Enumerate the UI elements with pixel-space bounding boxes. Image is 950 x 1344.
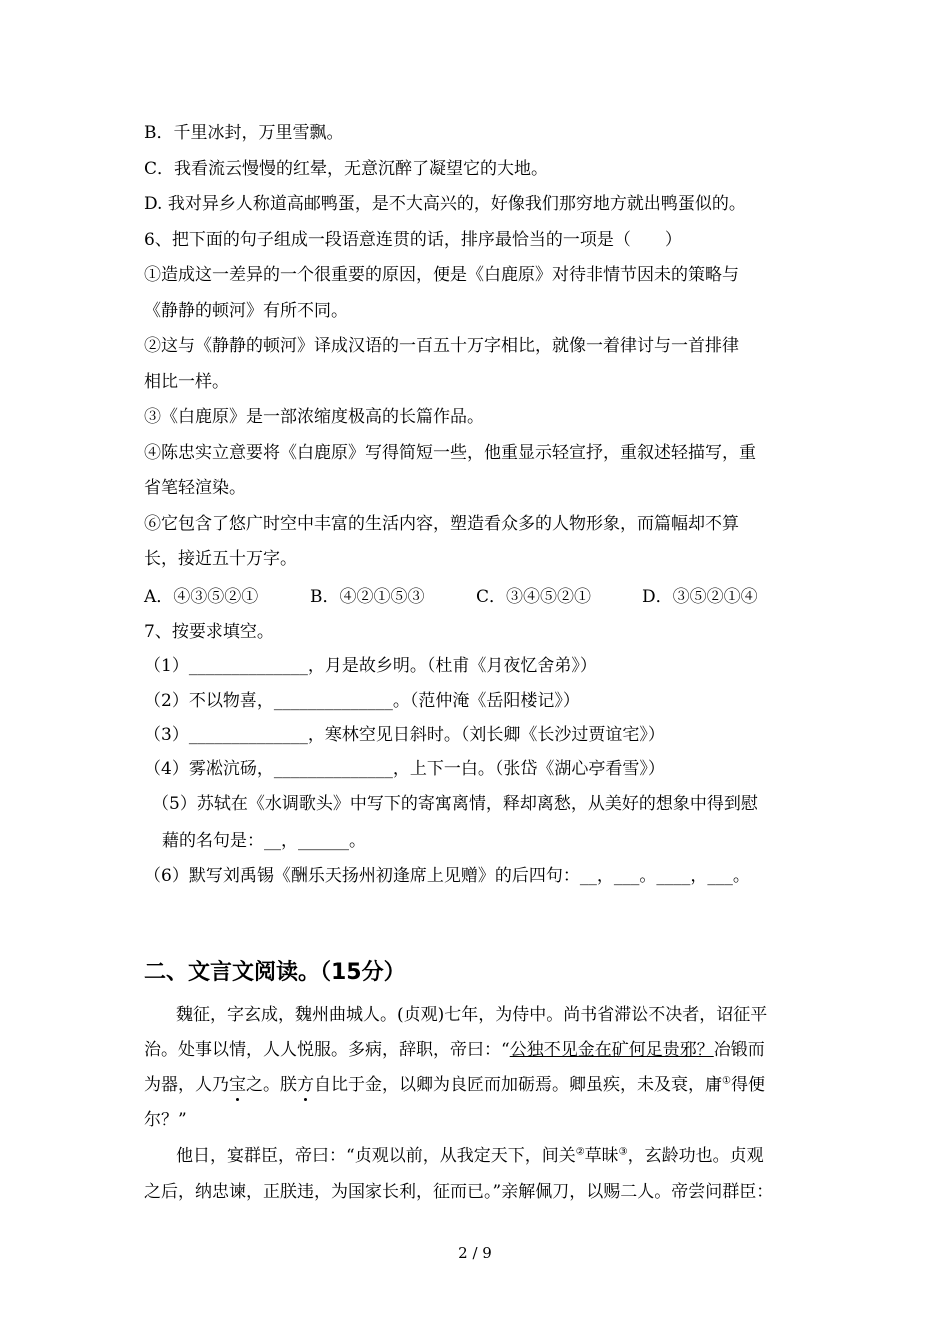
q6-option-b: B．④②①⑤③ — [310, 587, 425, 607]
page-number: 2 / 9 — [458, 1244, 492, 1262]
option-b: B．千里冰封，万里雪飘。 — [144, 123, 344, 143]
section-heading: 二、文言文阅读。（15分） — [144, 960, 406, 985]
passage-p1-line2: 治。处事以情，人人悦服。多病，辞职，帝曰：“公独不见金在矿何足贵邪？冶锻而 — [144, 1040, 765, 1060]
q6-sentence-4b: 省笔轻渲染。 — [144, 478, 246, 498]
passage-p1-line1: 魏征，字玄成，魏州曲城人。(贞观)七年，为侍中。尚书省滞讼不决者，诏征平 — [176, 1005, 768, 1025]
q6-sentence-6a: ⑥它包含了悠广时空中丰富的生活内容，塑造看众多的人物形象，而篇幅却不算 — [144, 514, 739, 534]
dotted-char-fang: 方 — [297, 1075, 314, 1095]
q6-stem: 6、把下面的句子组成一段语意连贯的话，排序最恰当的一项是（ ） — [144, 230, 682, 250]
q7-item-1: （1）______________，月是故乡明。（杜甫《月夜忆舍弟》） — [144, 656, 597, 676]
q6-options — [144, 585, 824, 609]
q6-sentence-1a: ①造成这一差异的一个很重要的原因，便是《白鹿原》对待非情节因未的策略与 — [144, 265, 739, 285]
q6-option-c: C．③④⑤②① — [476, 587, 592, 607]
q7-item-6: （6）默写刘禹锡《酬乐天扬州初逢席上见赠》的后四句：__，___。____，___。 — [144, 866, 750, 886]
option-d: D. 我对异乡人称道高邮鸭蛋，是不大高兴的，好像我们那穷地方就出鸭蛋似的。 — [144, 194, 746, 214]
footnote-mark-1: ① — [722, 1075, 731, 1087]
passage-p2-line1: 他日，宴群臣，帝曰：“贞观以前，从我定天下，间关②草昧③，玄龄功也。贞观 — [176, 1146, 764, 1166]
q6-sentence-1b: 《静静的顿河》有所不同。 — [144, 301, 348, 321]
footnote-mark-3: ③ — [618, 1146, 628, 1158]
q7-item-4: （4）雾凇沆砀，______________，上下一白。（张岱《湖心亭看雪》） — [144, 759, 665, 779]
q6-sentence-6b: 长，接近五十万字。 — [144, 549, 297, 569]
passage-p1-line4: 尔？” — [144, 1110, 187, 1130]
passage-p1-line3: 为器，人乃宝之。朕方自比于金，以卿为良匠而加砺焉。卿虽疾，未及衰，庸①得便 — [144, 1075, 765, 1095]
q6-option-a: A．④③⑤②① — [144, 587, 259, 607]
q6-sentence-4a: ④陈忠实立意要将《白鹿原》写得简短一些，他重显示轻宣抒，重叙述轻描写，重 — [144, 443, 756, 463]
q7-stem: 7、按要求填空。 — [144, 622, 274, 642]
q7-item-5a: （5）苏轼在《水调歌头》中写下的寄寓离情，释却离愁，从美好的想象中得到慰 — [152, 794, 758, 814]
footnote-mark-2: ② — [575, 1146, 585, 1158]
underlined-sentence: 公独不见金在矿何足贵邪？ — [509, 1040, 714, 1060]
q6-option-d: D．③⑤②①④ — [642, 587, 758, 607]
option-c: C．我看流云慢慢的红晕，无意沉醉了凝望它的大地。 — [144, 159, 549, 179]
q6-sentence-2a: ②这与《静静的顿河》译成汉语的一百五十万字相比，就像一着律讨与一首排律 — [144, 336, 739, 356]
passage-p2-line2: 之后，纳忠谏，正朕违，为国家长利，征而已。”亲解佩刀，以赐二人。帝尝问群臣： — [144, 1182, 774, 1202]
q7-item-2: （2）不以物喜，______________。（范仲淹《岳阳楼记》） — [144, 691, 580, 711]
q6-sentence-3: ③《白鹿原》是一部浓缩度极高的长篇作品。 — [144, 407, 484, 427]
q7-item-5b: 藉的名句是：__，______。 — [162, 831, 366, 851]
dotted-char-bao: 宝 — [229, 1075, 246, 1095]
q6-sentence-2b: 相比一样。 — [144, 372, 229, 392]
q7-item-3: （3）______________，寒林空见日斜时。（刘长卿《长沙过贾谊宅》） — [144, 725, 665, 745]
